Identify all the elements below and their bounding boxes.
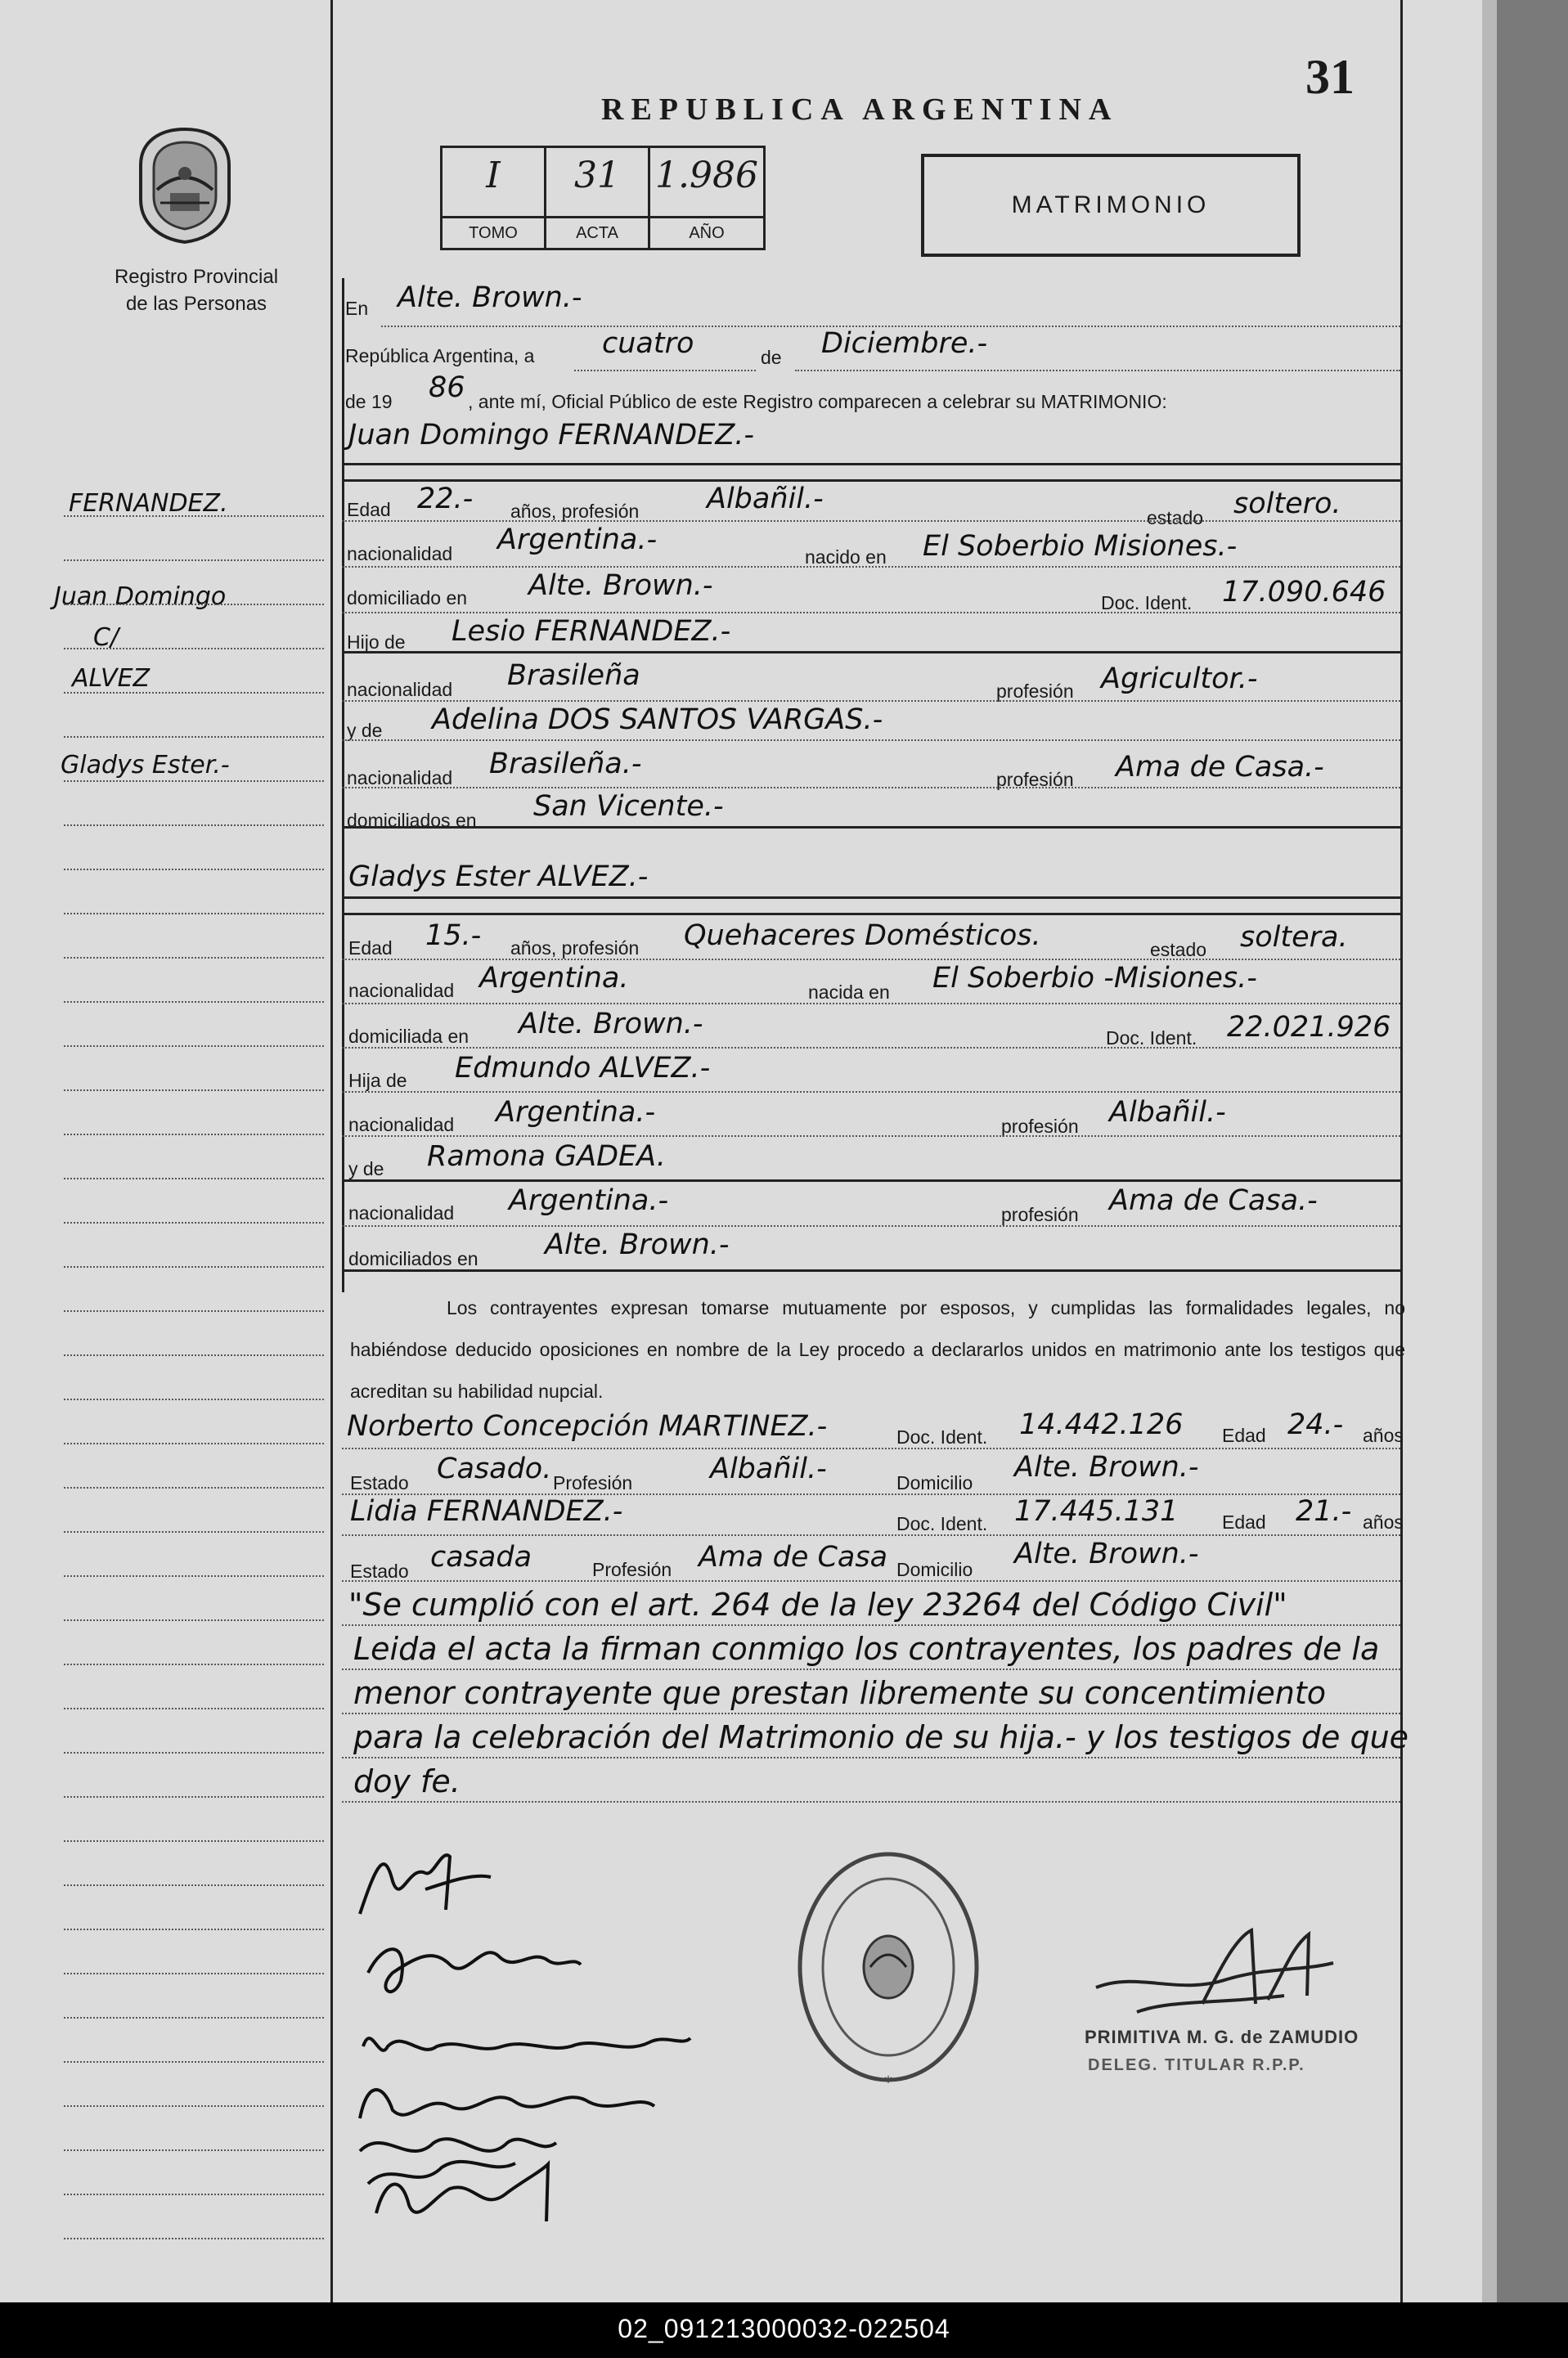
month-de-label: de <box>761 347 782 368</box>
day-line <box>574 370 756 371</box>
record-type-box: MATRIMONIO <box>921 154 1301 257</box>
groom-name-rule <box>342 463 1400 465</box>
witness1-doc: 14.442.126 <box>1019 1408 1184 1441</box>
bride-dom-label: domiciliada en <box>348 1026 470 1047</box>
groom-edad-label: Edad <box>347 499 391 520</box>
signature-groom-icon <box>352 1832 499 1930</box>
margin-note-bride-surname: ALVEZ <box>72 664 151 693</box>
groom-nacionalidad: Argentina.- <box>497 523 658 556</box>
bride-profesion-label: años, profesión <box>510 937 640 959</box>
margin-ruled-line <box>64 1531 324 1533</box>
groom-doms-line <box>342 826 1400 829</box>
margin-ruled-line <box>64 1222 324 1224</box>
signature-official-icon <box>1088 1922 1341 2028</box>
margin-ruled-line <box>64 1973 324 1974</box>
page-number: 31 <box>1305 50 1355 104</box>
margin-ruled-line <box>64 1045 324 1047</box>
bride-nac-line <box>342 1003 1400 1004</box>
bride-madre-nac-line <box>342 1225 1400 1227</box>
groom-padre-nac: Brasileña <box>507 659 640 692</box>
bride-domicilio: Alte. Brown.- <box>519 1008 703 1040</box>
groom-doms-label: domiciliados en <box>347 810 477 831</box>
margin-ruled-line <box>64 1443 324 1444</box>
witness2-domicilio-label: Domicilio <box>896 1559 973 1580</box>
note-line-5: doy fe. <box>353 1763 461 1799</box>
margin-ruled-line <box>64 736 324 738</box>
country-title: REPUBLICA ARGENTINA <box>601 92 1119 127</box>
place-value: Alte. Brown.- <box>398 281 582 314</box>
note-line-2: Leida el acta la firman conmigo los contrayentes, los padres de la <box>353 1631 1380 1667</box>
witness1-anos-label: años <box>1363 1425 1404 1446</box>
body-ruled-line <box>342 1757 1400 1758</box>
margin-ruled-line <box>64 913 324 914</box>
groom-hijo-label: Hijo de <box>347 631 406 653</box>
margin-ruled-line <box>64 1708 324 1709</box>
margin-ruled-line <box>64 1619 324 1621</box>
witness2-edad: 21.- <box>1296 1495 1352 1528</box>
bride-yde-label: y de <box>348 1158 384 1179</box>
margin-ruled-line <box>64 1575 324 1577</box>
witness2-name: Lidia FERNANDEZ.- <box>350 1495 623 1528</box>
groom-madre-nac: Brasileña.- <box>489 748 642 780</box>
svg-text:*: * <box>884 2073 892 2092</box>
groom-padre-nac-label: nacionalidad <box>347 679 453 700</box>
bride-madre: Ramona GADEA. <box>427 1140 666 1173</box>
groom-doc-label: Doc. Ident. <box>1101 592 1193 613</box>
body-left-rule <box>342 278 344 1292</box>
margin-ruled-line <box>64 1134 324 1135</box>
official-title: DELEG. TITULAR R.P.P. <box>1088 2056 1305 2074</box>
body-ruled-line <box>342 1624 1400 1626</box>
groom-madre: Adelina DOS SANTOS VARGAS.- <box>432 703 883 736</box>
year-value: 86 <box>429 371 465 404</box>
bride-estado-label: estado <box>1150 939 1207 960</box>
margin-ruled-line <box>64 1884 324 1886</box>
month-line <box>795 370 1400 371</box>
margin-ruled-line <box>64 1354 324 1356</box>
margin-ruled-line <box>64 1089 324 1091</box>
margin-ruled-line <box>64 1664 324 1665</box>
bride-hija-label: Hija de <box>348 1070 407 1091</box>
bride-padre: Edmundo ALVEZ.- <box>455 1052 711 1085</box>
footer-bar <box>0 2302 1568 2358</box>
margin-ruled-line <box>64 2105 324 2107</box>
witness1-estado: Casado. <box>437 1453 552 1485</box>
anio-value: 1.986 <box>655 155 758 196</box>
groom-dom-label: domiciliado en <box>347 587 468 609</box>
margin-ruled-line <box>64 1929 324 1930</box>
acta-cell <box>546 148 650 248</box>
margin-note-connector: C/ <box>93 623 119 652</box>
official-stamp-icon <box>792 1844 985 2095</box>
body-ruled-line <box>342 1801 1400 1803</box>
groom-name: Juan Domingo FERNANDEZ.- <box>348 419 755 451</box>
bride-name-rule-2 <box>342 913 1400 915</box>
groom-nac-label: nacionalidad <box>347 543 453 564</box>
margin-ruled-line <box>64 1487 324 1489</box>
groom-estado-label: estado <box>1147 507 1204 528</box>
witness2-estado-line <box>342 1580 1400 1582</box>
groom-yde-label: y de <box>347 720 383 741</box>
groom-profesion: Albañil.- <box>707 483 824 515</box>
anio-label: AÑO <box>650 216 763 248</box>
margin-ruled-line <box>64 1796 324 1798</box>
note-line-1: "Se cumplió con el art. 264 de la ley 23264 del Código Civil" <box>348 1587 1287 1623</box>
witness2-domicilio: Alte. Brown.- <box>1014 1538 1199 1570</box>
margin-ruled-line <box>64 1310 324 1312</box>
witness1-domicilio-label: Domicilio <box>896 1472 973 1493</box>
en-label: En <box>345 298 369 319</box>
witness1-profesion-label: Profesión <box>553 1472 633 1493</box>
signature-witness-2-icon <box>360 2148 573 2238</box>
province-coat-of-arms-icon <box>133 124 237 245</box>
bride-madre-prof-label: profesión <box>1001 1204 1079 1225</box>
record-reference-box <box>440 146 766 250</box>
bride-doc: 22.021.926 <box>1227 1011 1391 1044</box>
witness1-line <box>342 1448 1400 1449</box>
groom-padres-dom: San Vicente.- <box>533 790 724 823</box>
bride-madre-line <box>342 1179 1400 1182</box>
bride-nacida-label: nacida en <box>808 981 890 1003</box>
binder-edge <box>1482 0 1568 2302</box>
groom-nac-line <box>342 566 1400 568</box>
bride-doms-label: domiciliados en <box>348 1248 478 1269</box>
bride-padres-dom: Alte. Brown.- <box>545 1228 730 1261</box>
margin-ruled-line <box>64 692 324 694</box>
witness1-name: Norberto Concepción MARTINEZ.- <box>347 1410 828 1443</box>
bride-doms-line <box>342 1269 1400 1272</box>
witness1-edad: 24.- <box>1287 1408 1344 1441</box>
groom-madre-prof-label: profesión <box>996 769 1074 790</box>
margin-ruled-line <box>64 2149 324 2151</box>
margin-ruled-line <box>64 2238 324 2239</box>
margin-divider <box>330 0 333 2302</box>
witness2-edad-label: Edad <box>1222 1511 1266 1533</box>
tomo-label: TOMO <box>443 216 544 248</box>
bride-padre-line <box>342 1091 1400 1093</box>
groom-padre-nac-line <box>342 700 1400 702</box>
groom-name-rule-2 <box>342 479 1400 482</box>
margin-ruled-line <box>64 780 324 782</box>
margin-ruled-line <box>64 1399 324 1400</box>
witness1-edad-label: Edad <box>1222 1425 1266 1446</box>
witness1-doc-label: Doc. Ident. <box>896 1426 988 1448</box>
declaration-paragraph: Los contrayentes expresan tomarse mutuamente por esposos, y cumplidas las formalidades legales, no habiéndose deducido oposiciones en nombre de la Ley procedo a declararlos unidos en matrimonio ante los testigos que acreditan su habilidad nupcial. <box>350 1297 1405 1402</box>
witness1-domicilio: Alte. Brown.- <box>1014 1451 1199 1484</box>
tomo-cell <box>443 148 546 248</box>
witness2-doc: 17.445.131 <box>1014 1495 1179 1528</box>
bride-estado: soltera. <box>1240 921 1348 954</box>
date-intro-label: República Argentina, a <box>345 345 535 366</box>
margin-ruled-line <box>64 2017 324 2019</box>
bride-padre-nac: Argentina.- <box>496 1096 656 1129</box>
witness2-line <box>342 1534 1400 1536</box>
margin-ruled-line <box>64 2061 324 2063</box>
groom-doc: 17.090.646 <box>1222 576 1386 609</box>
bride-madre-nac-label: nacionalidad <box>348 1202 455 1224</box>
witness1-profesion: Albañil.- <box>710 1453 827 1485</box>
bride-name-rule <box>342 896 1400 899</box>
year-prefix: de 19 <box>345 391 393 412</box>
groom-madre-line <box>342 739 1400 741</box>
witness2-estado: casada <box>430 1541 532 1574</box>
margin-ruled-line <box>64 2194 324 2195</box>
margin-ruled-line <box>64 515 324 517</box>
groom-madre-nac-label: nacionalidad <box>347 767 453 788</box>
bride-madre-prof: Ama de Casa.- <box>1109 1184 1318 1217</box>
tomo-value: I <box>486 155 501 196</box>
groom-padre-prof-label: profesión <box>996 680 1074 702</box>
body-ruled-line <box>342 1669 1400 1670</box>
groom-dom-line <box>342 612 1400 613</box>
note-line-3: menor contrayente que prestan libremente su concentimiento <box>353 1675 1326 1711</box>
bride-name: Gladys Ester ALVEZ.- <box>348 860 649 893</box>
bride-nac-label: nacionalidad <box>348 980 455 1001</box>
bride-edad-label: Edad <box>348 937 393 959</box>
official-name: PRIMITIVA M. G. de ZAMUDIO <box>1085 2027 1359 2047</box>
groom-domicilio: Alte. Brown.- <box>528 569 713 602</box>
bride-nacionalidad: Argentina. <box>479 962 629 995</box>
day-value: cuatro <box>602 327 694 360</box>
margin-note-surname: FERNANDEZ. <box>69 489 228 518</box>
bride-doc-label: Doc. Ident. <box>1106 1027 1197 1049</box>
acta-label: ACTA <box>546 216 648 248</box>
bride-padre-nac-line <box>342 1135 1400 1137</box>
registry-line-2: de las Personas <box>125 293 267 315</box>
groom-padre: Lesio FERNANDEZ.- <box>452 615 731 648</box>
margin-ruled-line <box>64 1266 324 1268</box>
margin-ruled-line <box>64 604 324 605</box>
witness1-estado-label: Estado <box>350 1472 409 1493</box>
groom-edad: 22.- <box>417 483 474 515</box>
margin-ruled-line <box>64 1001 324 1003</box>
signature-bride-icon <box>360 1924 589 2005</box>
groom-madre-prof: Ama de Casa.- <box>1116 751 1324 784</box>
witness2-anos-label: años <box>1363 1511 1404 1533</box>
footer-image-id: 02_091213000032-022504 <box>618 2314 950 2343</box>
registry-line-1: Registro Provincial <box>114 266 279 288</box>
margin-ruled-line <box>64 1752 324 1754</box>
bride-dom-line <box>342 1047 1400 1049</box>
anio-cell <box>650 148 763 248</box>
note-line-4: para la celebración del Matrimonio de su hija.- y los testigos de que <box>353 1719 1409 1755</box>
margin-ruled-line <box>64 1840 324 1842</box>
groom-madre-nac-line <box>342 787 1400 788</box>
witness2-profesion: Ama de Casa <box>699 1541 888 1574</box>
groom-nacido-label: nacido en <box>805 546 887 568</box>
bride-madre-nac: Argentina.- <box>509 1184 669 1217</box>
bride-nacida: El Soberbio -Misiones.- <box>932 962 1257 995</box>
margin-ruled-line <box>64 648 324 649</box>
body-right-rule <box>1400 0 1403 2302</box>
margin-note-given-names: Juan Domingo <box>54 582 227 611</box>
bride-edad-line <box>342 959 1400 960</box>
bride-padre-prof: Albañil.- <box>1109 1096 1226 1129</box>
margin-ruled-line <box>64 1178 324 1179</box>
groom-padre-line <box>342 651 1400 654</box>
margin-ruled-line <box>64 559 324 561</box>
margin-note-bride-names: Gladys Ester.- <box>61 751 230 779</box>
groom-estado: soltero. <box>1233 487 1341 520</box>
bride-padre-prof-label: profesión <box>1001 1116 1079 1137</box>
groom-profesion-label: años, profesión <box>510 501 640 522</box>
margin-ruled-line <box>64 869 324 870</box>
margin-ruled-line <box>64 824 324 826</box>
body-ruled-line <box>342 1713 1400 1714</box>
registry-name <box>82 263 311 317</box>
witness2-doc-label: Doc. Ident. <box>896 1513 988 1534</box>
groom-nacido: El Soberbio Misiones.- <box>923 530 1238 563</box>
month-value: Diciembre.- <box>821 327 988 360</box>
witness2-estado-label: Estado <box>350 1561 409 1582</box>
intro-text: , ante mí, Oficial Público de este Registro comparecen a celebrar su MATRIMONIO: <box>468 391 1167 412</box>
groom-padre-prof: Agricultor.- <box>1101 662 1258 695</box>
bride-profesion: Quehaceres Domésticos. <box>684 919 1041 952</box>
margin-ruled-line <box>64 957 324 959</box>
bride-padre-nac-label: nacionalidad <box>348 1114 455 1135</box>
acta-value: 31 <box>574 155 620 196</box>
groom-edad-line <box>342 520 1400 522</box>
bride-edad: 15.- <box>425 919 482 952</box>
witness2-profesion-label: Profesión <box>592 1559 672 1580</box>
